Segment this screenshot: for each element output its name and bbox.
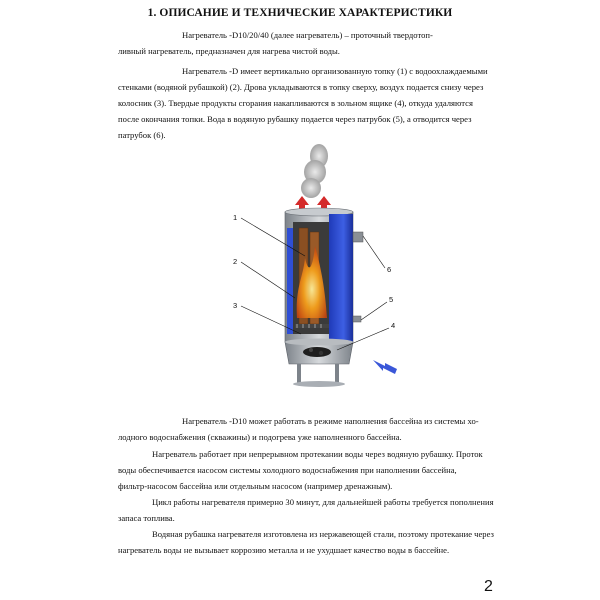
text-line: Водяная рубашка нагревателя изготовлена из нержавеющей стали, поэтому протекание через bbox=[152, 529, 494, 539]
callout-5: 5 bbox=[389, 295, 394, 304]
text-line: нагреватель воды не вызывает коррозию металла и не ухудшает качество воды в бассейне. bbox=[118, 545, 450, 555]
callout-4: 4 bbox=[391, 321, 396, 330]
text-line: патрубок (6). bbox=[118, 130, 166, 140]
callout-2: 2 bbox=[233, 257, 238, 266]
text-line: лодного водоснабжения (скважины) и подогрева уже наполненного бассейна. bbox=[118, 432, 402, 442]
section-heading: 1. ОПИСАНИЕ И ТЕХНИЧЕСКИЕ ХАРАКТЕРИСТИКИ bbox=[147, 7, 453, 19]
text-line: Нагреватель -D10/20/40 (далее нагреватель) – проточный твердотоп- bbox=[182, 30, 433, 40]
paragraph-modes bbox=[118, 413, 506, 445]
smoke bbox=[301, 144, 328, 198]
paragraph-flow bbox=[118, 446, 506, 494]
text-line: ливный нагреватель, предназначен для нагрева чистой воды. bbox=[118, 46, 340, 56]
heater-diagram bbox=[225, 138, 415, 400]
page-number: 2 bbox=[484, 578, 493, 595]
text-line: Нагреватель -D имеет вертикально организованную топку (1) с водоохлаждаемыми bbox=[182, 66, 488, 76]
paragraph-material bbox=[118, 526, 506, 558]
text-line: колосник (3). Твердые продукты сгорания накапливаются в зольном ящике (4), откуда удаляются bbox=[118, 98, 473, 108]
paragraph-cycle bbox=[118, 494, 506, 526]
text-line: стенками (водяной рубашкой) (2). Дрова укладываются в топку сверху, воздух подается снизу через bbox=[118, 82, 484, 92]
text-line: фильтр-насосом бассейна или отдельным насосом (например дренажным). bbox=[118, 481, 393, 491]
air-inlet-arrow bbox=[373, 360, 397, 374]
text-line: воды обеспечивается насосом системы холодного водоснабжения при наполнении бассейна, bbox=[118, 465, 457, 475]
text-line: Нагреватель -D10 может работать в режиме наполнения бассейна из системы хо- bbox=[182, 416, 479, 426]
text-line: запаса топлива. bbox=[118, 513, 175, 523]
text-line: Нагреватель работает при непрерывном протекании воды через водяную рубашку. Проток bbox=[152, 449, 483, 459]
text-line: после окончания топки. Вода в водяную рубашку подается через патрубок (5), а отводится через bbox=[118, 114, 472, 124]
callout-1: 1 bbox=[233, 213, 238, 222]
callout-3: 3 bbox=[233, 301, 238, 310]
text-line: Цикл работы нагревателя примерно 30 минут, для дальнейшей работы требуется пополнения bbox=[152, 497, 494, 507]
callout-6: 6 bbox=[387, 265, 392, 274]
paragraph-construction bbox=[118, 63, 504, 143]
paragraph-intro bbox=[118, 27, 500, 59]
